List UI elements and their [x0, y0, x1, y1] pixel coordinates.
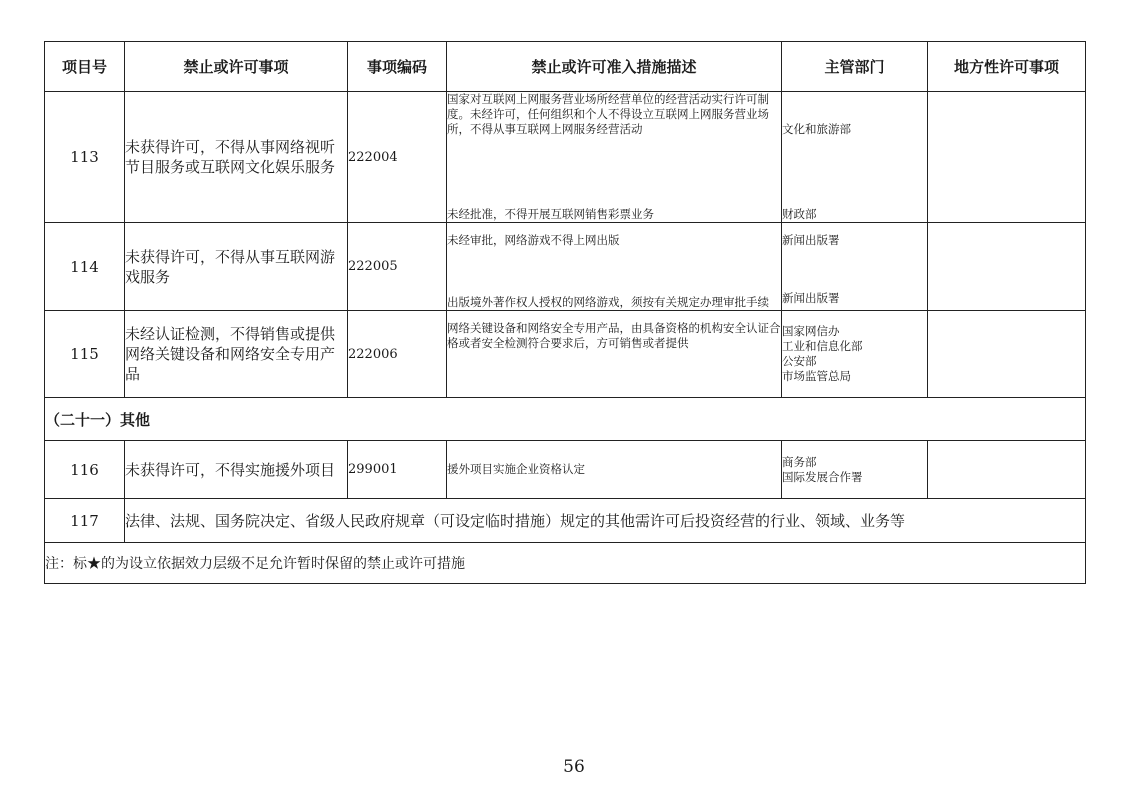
note-row — [45, 543, 1086, 584]
department-name: 工业和信息化部 — [782, 339, 863, 353]
row-number: 115 — [45, 311, 125, 398]
department-name: 财政部 — [782, 207, 817, 221]
item-name: 未获得许可，不得从事互联网游戏服务 — [125, 223, 348, 311]
measure-description: 网络关键设备和网络安全专用产品，由具备资格的机构安全认证合格或者安全检测符合要求后，方可销售或者提供 — [447, 311, 782, 398]
section-row — [45, 398, 1086, 441]
measure-description-part: 国家对互联网上网服务营业场所经营单位的经营活动实行许可制度。未经许可，任何组织和个人不得设立互联网上网服务营业场所，不得从事互联网上网服务经营活动 — [447, 92, 769, 136]
item-code: 222004 — [348, 92, 447, 223]
row-number: 114 — [45, 223, 125, 311]
item-code: 299001 — [348, 441, 447, 499]
header-item-number: 项目号 — [45, 42, 125, 92]
department-name: 新闻出版署 — [782, 291, 840, 305]
department — [782, 92, 928, 223]
header-local-permit: 地方性许可事项 — [928, 42, 1086, 92]
department — [782, 441, 928, 499]
department — [782, 311, 928, 398]
row-number: 116 — [45, 441, 125, 499]
local-permit — [928, 92, 1086, 223]
page-number: 56 — [563, 757, 585, 777]
item-name: 未经认证检测，不得销售或提供网络关键设备和网络安全专用产品 — [125, 311, 348, 398]
measure-description — [447, 92, 782, 223]
local-permit — [928, 441, 1086, 499]
header-measure-description: 禁止或许可准入措施描述 — [447, 42, 782, 92]
department — [782, 223, 928, 311]
item-code: 222005 — [348, 223, 447, 311]
section-heading: （二十一）其他 — [45, 398, 1086, 441]
header-item-name: 禁止或许可事项 — [125, 42, 348, 92]
header-department: 主管部门 — [782, 42, 928, 92]
row-number: 113 — [45, 92, 125, 223]
measure-description-part: 未经审批，网络游戏不得上网出版 — [447, 233, 620, 247]
measure-description-part: 未经批准，不得开展互联网销售彩票业务 — [447, 207, 654, 221]
table-row — [45, 499, 1086, 543]
department-name: 新闻出版署 — [782, 233, 840, 247]
department-name: 文化和旅游部 — [782, 122, 851, 136]
measure-description-part: 出版境外著作权人授权的网络游戏，须按有关规定办理审批手续 — [447, 295, 769, 309]
item-name: 未获得许可，不得从事网络视听节目服务或互联网文化娱乐服务 — [125, 92, 348, 223]
table-row — [45, 311, 1086, 398]
department-name: 市场监管总局 — [782, 369, 851, 383]
measure-description: 援外项目实施企业资格认定 — [447, 441, 782, 499]
local-permit — [928, 223, 1086, 311]
department-name: 国家网信办 — [782, 324, 840, 338]
header-item-code: 事项编码 — [348, 42, 447, 92]
table-note: 注：标★的为设立依据效力层级不足允许暂时保留的禁止或许可措施 — [45, 543, 1086, 584]
item-code: 222006 — [348, 311, 447, 398]
table-row — [45, 223, 1086, 311]
row-number: 117 — [45, 499, 125, 543]
item-name: 未获得许可，不得实施援外项目 — [125, 441, 348, 499]
market-access-table — [44, 41, 1086, 584]
local-permit — [928, 311, 1086, 398]
department-name: 国际发展合作署 — [782, 469, 863, 484]
header-row — [45, 42, 1086, 92]
measure-description — [447, 223, 782, 311]
table-row — [45, 441, 1086, 499]
department-name: 商务部 — [782, 454, 817, 469]
table-row — [45, 92, 1086, 223]
catch-all-item: 法律、法规、国务院决定、省级人民政府规章（可设定临时措施）规定的其他需许可后投资经营的行业、领域、业务等 — [125, 499, 1086, 543]
department-name: 公安部 — [782, 354, 817, 368]
